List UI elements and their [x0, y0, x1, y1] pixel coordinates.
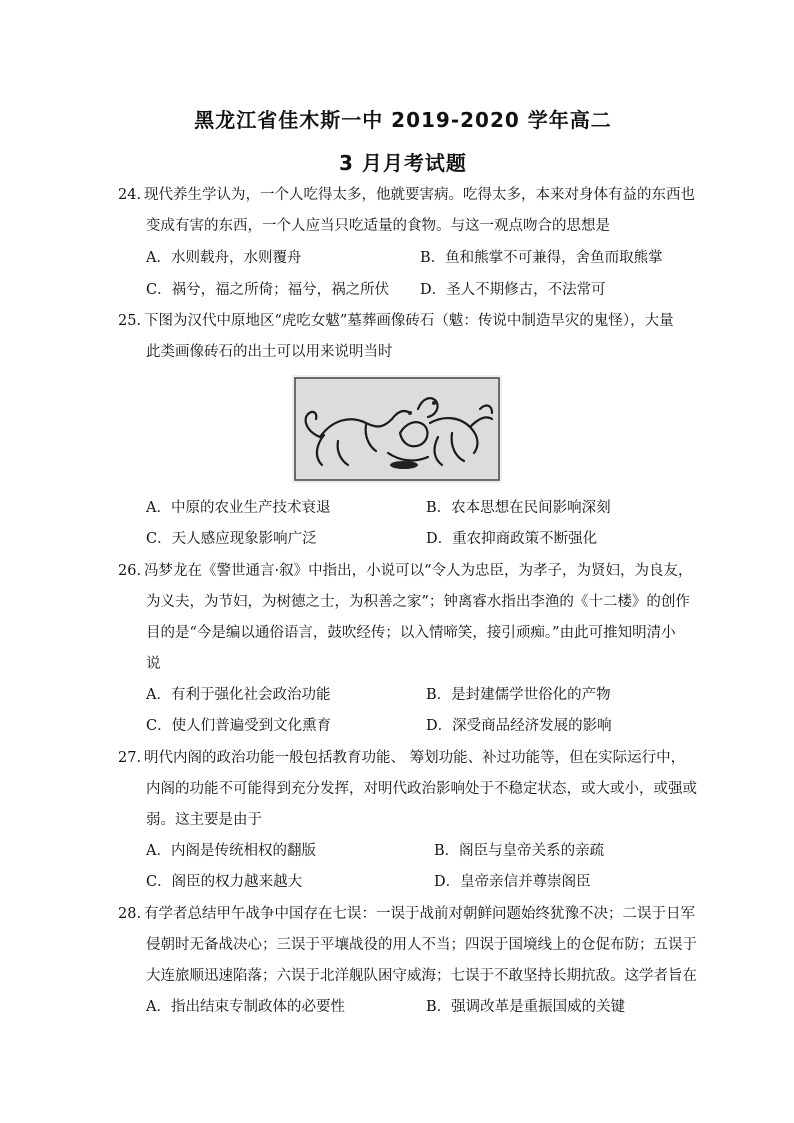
- question-26-line3: 目的是“今是编以通俗语言，鼓吹经传；以入情啼笑，接引顽痴。”由此可推知明清小: [146, 625, 676, 641]
- question-27-line2: 内阁的功能不可能得到充分发挥，对明代政治影响处于不稳定状态，或大或小，或强或: [146, 781, 697, 797]
- question-number: 27.: [118, 750, 142, 766]
- question-28-line1: [118, 904, 695, 924]
- question-25-line2: 此类画像砖石的出土可以用来说明当时: [146, 344, 393, 360]
- option-c: C．使人们普遍受到文化熏育: [146, 718, 332, 734]
- question-text: 现代养生学认为，一个人吃得太多，他就要害病。吃得太多，本来对身体有益的东西也: [144, 187, 695, 203]
- option-a: A．内阁是传统相权的翻版: [146, 843, 316, 859]
- option-a: A．水则载舟，水则覆舟: [146, 250, 302, 266]
- question-27-line1: [118, 748, 685, 768]
- question-25-line1: [118, 311, 674, 331]
- option-a: A．指出结束专制政体的必要性: [146, 999, 345, 1015]
- option-d: D．皇帝亲信并尊崇阁臣: [434, 874, 591, 890]
- question-28-line3: 大连旅顺迅速陷落；六误于北洋舰队困守威海；七误于不敢坚持长期抗敌。这学者旨在: [146, 968, 697, 984]
- option-d: D．重农抑商政策不断强化: [426, 531, 598, 547]
- option-c: C．祸兮，福之所倚；福兮，祸之所伏: [146, 282, 390, 298]
- question-24-line1: [118, 185, 695, 205]
- option-b: B．阁臣与皇帝关系的亲疏: [434, 843, 605, 859]
- question-24-line2: 变成有害的东西，一个人应当只吃适量的食物。与这一观点吻合的思想是: [146, 218, 610, 234]
- question-text: 明代内阁的政治功能一般包括教育功能、 筹划功能、补过功能等，但在实际运行中，: [144, 750, 686, 766]
- option-b: B．强调改革是重振国威的关键: [426, 999, 626, 1015]
- option-d: D．深受商品经济发展的影响: [426, 718, 612, 734]
- option-a: A．有利于强化社会政治功能: [146, 687, 331, 703]
- option-b: B．是封建儒学世俗化的产物: [426, 687, 611, 703]
- question-26-line1: [118, 561, 693, 581]
- question-number: 26.: [118, 563, 142, 579]
- option-b: B．农本思想在民间影响深刻: [426, 500, 611, 516]
- question-27-line3: 弱。这主要是由于: [146, 812, 262, 828]
- question-number: 25.: [118, 313, 142, 329]
- option-d: D．圣人不期修古，不法常可: [420, 282, 606, 298]
- question-26-line2: 为义夫，为节妇，为树德之士，为积善之家”；钟离睿水指出李渔的《十二楼》的创作: [146, 594, 690, 610]
- question-text: 冯梦龙在《警世通言·叙》中指出，小说可以“令人为忠臣，为孝子，为贤妇，为良友，: [144, 563, 693, 579]
- question-number: 24.: [118, 187, 142, 203]
- question-text: 有学者总结甲午战争中国存在七误：一误于战前对朝鲜问题始终犹豫不决；二误于日军: [144, 906, 695, 922]
- option-c: C．阁臣的权力越来越大: [146, 874, 303, 890]
- question-number: 28.: [118, 906, 142, 922]
- question-text: 下图为汉代中原地区“虎吃女魃”墓葬画像砖石（魃：传说中制造旱灾的鬼怪），大量: [144, 313, 674, 329]
- tiger-eats-ba-stone-relief-image: [292, 375, 502, 483]
- option-b: B．鱼和熊掌不可兼得，舍鱼而取熊掌: [420, 250, 663, 266]
- option-a: A．中原的农业生产技术衰退: [146, 500, 331, 516]
- exam-title-line2: 3 月月考试题: [339, 151, 467, 175]
- exam-title-line1: 黑龙江省佳木斯一中 2019-2020 学年高二: [194, 108, 612, 132]
- question-28-line2: 侵朝时无备战决心；三误于平壤战役的用人不当；四误于国境线上的仓促布防；五误于: [146, 937, 697, 953]
- option-c: C．天人感应现象影响广泛: [146, 531, 317, 547]
- question-26-line4: 说: [146, 656, 161, 672]
